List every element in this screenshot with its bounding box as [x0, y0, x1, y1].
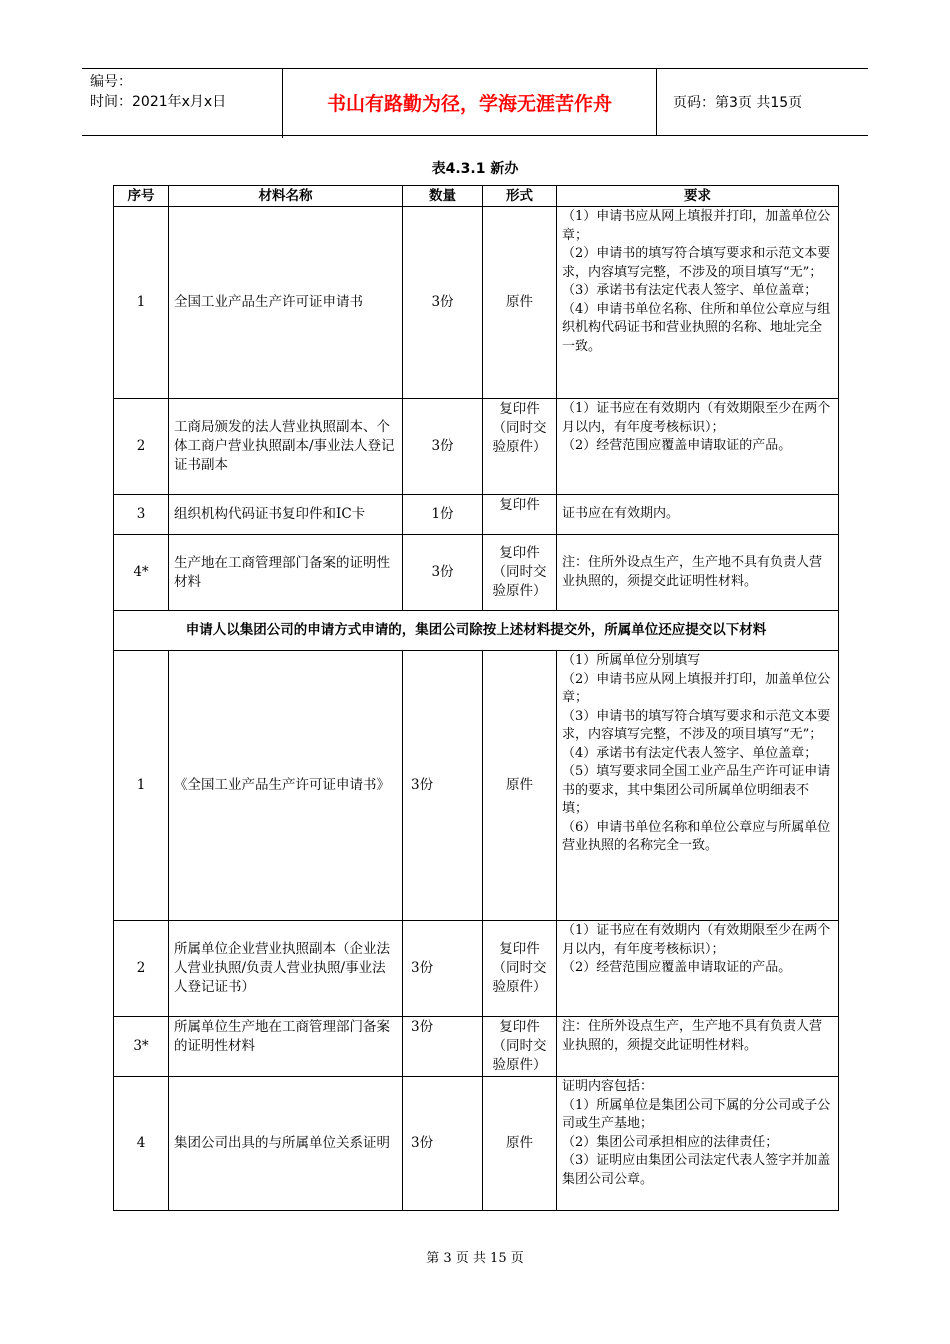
- material-quantity: 3份: [403, 1017, 483, 1077]
- header-page: 页码：第3页 共15页: [673, 95, 803, 111]
- material-requirements: [557, 651, 839, 921]
- material-quantity: 3份: [403, 651, 483, 921]
- banner-row: [114, 611, 839, 651]
- material-requirements: [557, 1077, 839, 1211]
- column-header: 材料名称: [169, 186, 403, 207]
- material-name: 组织机构代码证书复印件和IC卡: [169, 495, 403, 535]
- page-header: [82, 68, 868, 136]
- material-quantity: 3份: [403, 535, 483, 611]
- requirement-line: （4）申请书单位名称、住所和单位公章应与组织机构代码证书和营业执照的名称、地址完全一致。: [562, 301, 831, 354]
- table-row: [114, 207, 839, 399]
- header-meta: [82, 69, 283, 138]
- header-time: 时间：2021年x月x日: [90, 94, 227, 110]
- table-row: [114, 1077, 839, 1211]
- material-form: 复印件（同时交验原件）: [483, 535, 557, 611]
- requirement-line: （3）承诺书有法定代表人签字、单位盖章；: [562, 283, 818, 298]
- column-header: 序号: [114, 186, 169, 207]
- requirement-line: （3）证明应由集团公司法定代表人签字并加盖集团公司公章。: [562, 1153, 831, 1187]
- requirement-line: （2）申请书的填写符合填写要求和示范文本要求，内容填写完整，不涉及的项目填写“无”；: [562, 246, 831, 280]
- requirement-line: （2）经营范围应覆盖申请取证的产品。: [562, 960, 792, 975]
- requirement-line: 证书应在有效期内。: [562, 506, 680, 522]
- material-name: 集团公司出具的与所属单位关系证明: [169, 1077, 403, 1211]
- column-header: 数量: [403, 186, 483, 207]
- requirement-line: 注：住所外设点生产，生产地不具有负责人营业执照的，须提交此证明性材料。: [562, 555, 823, 589]
- material-name: 全国工业产品生产许可证申请书: [169, 207, 403, 399]
- requirement-line: （5）填写要求同全国工业产品生产许可证申请书的要求，其中集团公司所属单位明细表不填；: [562, 764, 831, 816]
- material-name: 生产地在工商管理部门备案的证明性材料: [169, 535, 403, 611]
- requirement-line: （4）承诺书有法定代表人签字、单位盖章；: [562, 745, 818, 761]
- material-form: 复印件（同时交验原件）: [483, 1017, 557, 1077]
- group-company-banner: 申请人以集团公司的申请方式申请的，集团公司除按上述材料提交外，所属单位还应提交以下材料: [114, 611, 839, 651]
- material-form: 复印件（同时交验原件）: [483, 921, 557, 1017]
- requirement-line: （1）证书应在有效期内（有效期限至少在两个月以内，有年度考核标识）；: [562, 401, 831, 435]
- header-number: 编号：: [90, 74, 132, 90]
- material-quantity: 3份: [403, 921, 483, 1017]
- row-number: 1: [114, 207, 169, 399]
- material-quantity: 3份: [403, 207, 483, 399]
- header-motto: 书山有路勤为径，学海无涯苦作舟: [283, 69, 657, 135]
- material-requirements: [557, 399, 839, 495]
- table-row: [114, 1017, 839, 1077]
- material-requirements: [557, 1017, 839, 1077]
- requirement-line: （1）所属单位分别填写: [562, 653, 701, 668]
- table-row: [114, 651, 839, 921]
- requirement-line: 注：住所外设点生产，生产地不具有负责人营业执照的，须提交此证明性材料。: [562, 1019, 823, 1053]
- table-row: [114, 495, 839, 535]
- material-name: 所属单位企业营业执照副本（企业法人营业执照/负责人营业执照/事业法人登记证书）: [169, 921, 403, 1017]
- row-number: 2: [114, 921, 169, 1017]
- material-name: 所属单位生产地在工商管理部门备案的证明性材料: [169, 1017, 403, 1077]
- material-name: 《全国工业产品生产许可证申请书》: [169, 651, 403, 921]
- material-requirements: [557, 495, 839, 535]
- material-requirements: [557, 921, 839, 1017]
- requirement-line: （2）集团公司承担相应的法律责任；: [562, 1134, 779, 1150]
- column-header: 形式: [483, 186, 557, 207]
- materials-table: [113, 185, 839, 1211]
- column-header: 要求: [557, 186, 839, 207]
- material-quantity: 3份: [403, 1077, 483, 1211]
- requirement-line: （2）申请书应从网上填报并打印，加盖单位公章；: [562, 671, 831, 705]
- table-header-row: [114, 186, 839, 207]
- table-caption: 表4.3.1 新办: [431, 161, 519, 177]
- requirement-line: （6）申请书单位名称和单位公章应与所属单位营业执照的名称完全一致。: [562, 819, 831, 853]
- requirement-line: 证明内容包括：: [562, 1079, 654, 1094]
- material-requirements: [557, 207, 839, 399]
- page-footer: 第 3 页 共 15 页: [426, 1251, 524, 1266]
- row-number: 4: [114, 1077, 169, 1211]
- material-name: 工商局颁发的法人营业执照副本、个体工商户营业执照副本/事业法人登记证书副本: [169, 399, 403, 495]
- material-form: 原件: [483, 207, 557, 399]
- row-number: 1: [114, 651, 169, 921]
- material-quantity: 1份: [403, 495, 483, 535]
- table-row: [114, 399, 839, 495]
- row-number: 2: [114, 399, 169, 495]
- table-row: [114, 535, 839, 611]
- material-requirements: [557, 535, 839, 611]
- table-row: [114, 921, 839, 1017]
- material-form: 复印件（同时交验原件）: [483, 399, 557, 495]
- row-number: 3*: [114, 1017, 169, 1077]
- material-form: 原件: [483, 651, 557, 921]
- requirement-line: （2）经营范围应覆盖申请取证的产品。: [562, 438, 792, 453]
- requirement-line: （1）证书应在有效期内（有效期限至少在两个月以内，有年度考核标识）；: [562, 923, 831, 957]
- material-quantity: 3份: [403, 399, 483, 495]
- requirement-line: （1）所属单位是集团公司下属的分公司或子公司或生产基地；: [562, 1097, 831, 1131]
- material-form: 原件: [483, 1077, 557, 1211]
- requirement-line: （3）申请书的填写符合填写要求和示范文本要求，内容填写完整，不涉及的项目填写“无”；: [562, 708, 831, 742]
- material-form: 复印件: [483, 495, 557, 535]
- row-number: 3: [114, 495, 169, 535]
- requirement-line: （1）申请书应从网上填报并打印，加盖单位公章；: [562, 209, 831, 243]
- row-number: 4*: [114, 535, 169, 611]
